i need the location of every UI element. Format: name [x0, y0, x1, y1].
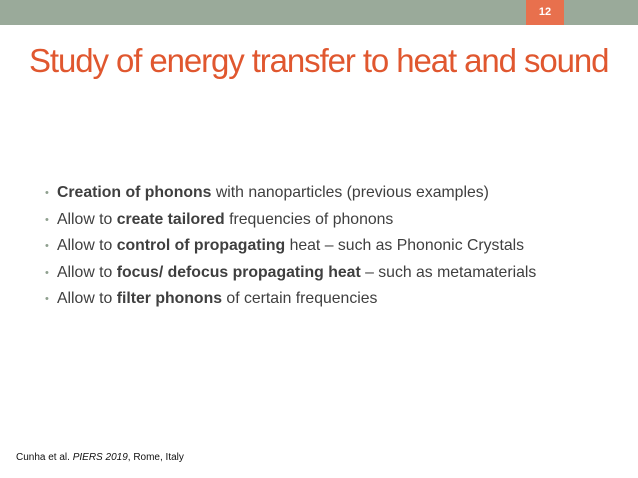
citation-location: , Rome, Italy	[127, 452, 184, 463]
bullet-list	[45, 180, 536, 313]
bullet-icon: •	[45, 213, 49, 226]
bullet-text: Allow to	[57, 237, 117, 254]
bullet-item	[45, 286, 536, 313]
bullet-icon: •	[45, 240, 49, 252]
bullet-icon: •	[45, 293, 49, 305]
bullet-item	[45, 180, 536, 207]
slide-title: Study of energy transfer to heat and sound	[29, 42, 609, 79]
bullet-bold-text: filter phonons	[116, 290, 223, 307]
bullet-item	[45, 207, 536, 234]
bullet-item	[45, 233, 536, 260]
bullet-icon: •	[45, 187, 49, 199]
citation-authors: Cunha et al.	[16, 452, 73, 463]
bullet-text: of certain frequencies	[222, 290, 378, 307]
bullet-text: with nanoparticles (previous examples)	[211, 184, 489, 201]
bullet-icon: •	[45, 266, 49, 279]
bullet-item	[45, 260, 536, 287]
bullet-text: – such as metamaterials	[360, 263, 537, 281]
bullet-bold-text: Creation of phonons	[57, 184, 212, 201]
bullet-text: heat – such as Phononic Crystals	[285, 237, 525, 254]
bullet-text: Allow to	[57, 263, 117, 281]
citation-venue: PIERS 2019	[72, 452, 128, 463]
bullet-text: frequencies of phonons	[224, 210, 394, 228]
bullet-bold-text: focus/ defocus propagating heat	[116, 263, 361, 281]
bullet-text: Allow to	[57, 290, 117, 307]
citation-footer	[16, 452, 184, 463]
bullet-bold-text: create tailored	[116, 210, 225, 228]
bullet-text: Allow to	[57, 210, 117, 228]
page-number-badge: 12	[526, 0, 564, 25]
bullet-bold-text: control of propagating	[116, 237, 286, 254]
